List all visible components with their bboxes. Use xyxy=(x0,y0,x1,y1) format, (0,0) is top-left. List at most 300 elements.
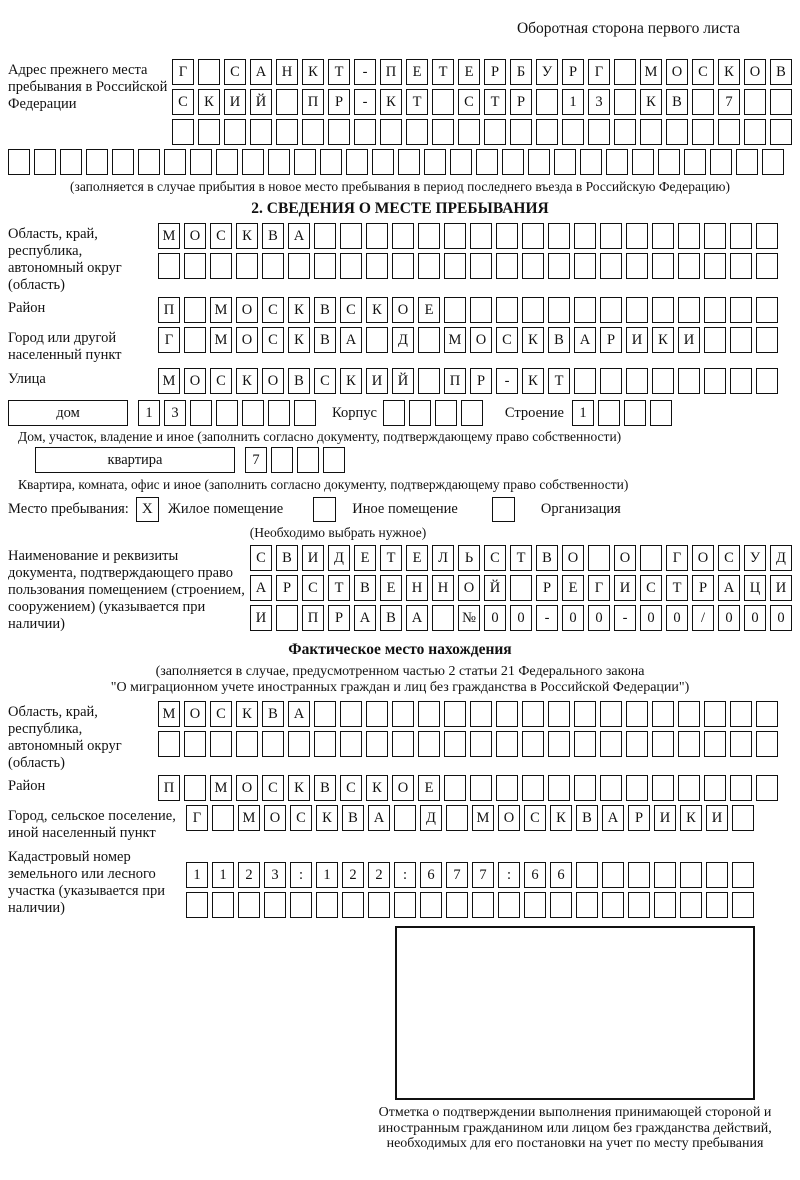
char-cell[interactable] xyxy=(626,253,648,279)
char-cell[interactable]: В xyxy=(314,297,336,323)
char-cell[interactable] xyxy=(60,149,82,175)
char-cell[interactable]: А xyxy=(340,327,362,353)
char-cell[interactable]: В xyxy=(380,605,402,631)
char-cell[interactable] xyxy=(432,89,454,115)
char-cell[interactable] xyxy=(678,223,700,249)
char-cell[interactable] xyxy=(264,892,286,918)
char-cell[interactable] xyxy=(418,223,440,249)
char-cell[interactable]: О xyxy=(184,368,206,394)
char-cell[interactable] xyxy=(470,297,492,323)
char-cell[interactable]: Р xyxy=(328,605,350,631)
char-cell[interactable] xyxy=(626,775,648,801)
char-cell[interactable]: М xyxy=(210,297,232,323)
char-cell[interactable]: 1 xyxy=(316,862,338,888)
char-cell[interactable] xyxy=(394,805,416,831)
char-cell[interactable] xyxy=(164,149,186,175)
char-cell[interactable]: М xyxy=(158,701,180,727)
char-cell[interactable] xyxy=(600,701,622,727)
char-cell[interactable]: Е xyxy=(418,297,440,323)
char-cell[interactable] xyxy=(444,731,466,757)
char-cell[interactable] xyxy=(536,89,558,115)
actual-city-row[interactable] xyxy=(186,805,754,831)
char-cell[interactable] xyxy=(398,149,420,175)
char-cell[interactable] xyxy=(562,119,584,145)
char-cell[interactable] xyxy=(522,731,544,757)
char-cell[interactable]: С xyxy=(496,327,518,353)
char-cell[interactable]: М xyxy=(238,805,260,831)
char-cell[interactable] xyxy=(652,253,674,279)
char-cell[interactable]: К xyxy=(236,368,258,394)
char-cell[interactable]: К xyxy=(550,805,572,831)
prev-address-row-2[interactable] xyxy=(172,89,792,115)
char-cell[interactable] xyxy=(392,223,414,249)
char-cell[interactable]: К xyxy=(680,805,702,831)
char-cell[interactable] xyxy=(470,775,492,801)
district-row[interactable] xyxy=(158,297,778,323)
char-cell[interactable]: М xyxy=(210,327,232,353)
char-cell[interactable] xyxy=(756,701,778,727)
char-cell[interactable] xyxy=(704,253,726,279)
char-cell[interactable] xyxy=(409,400,431,426)
char-cell[interactable]: С xyxy=(640,575,662,601)
char-cell[interactable]: Р xyxy=(470,368,492,394)
char-cell[interactable] xyxy=(654,862,676,888)
house-number-boxes[interactable] xyxy=(138,400,316,426)
city-row[interactable] xyxy=(158,327,778,353)
char-cell[interactable] xyxy=(184,253,206,279)
char-cell[interactable] xyxy=(658,149,680,175)
char-cell[interactable]: В xyxy=(288,368,310,394)
char-cell[interactable] xyxy=(314,223,336,249)
char-cell[interactable]: К xyxy=(652,327,674,353)
prev-address-row-4[interactable] xyxy=(8,149,792,175)
char-cell[interactable]: О xyxy=(392,775,414,801)
char-cell[interactable] xyxy=(496,297,518,323)
char-cell[interactable]: О xyxy=(184,701,206,727)
char-cell[interactable] xyxy=(212,892,234,918)
char-cell[interactable] xyxy=(444,701,466,727)
char-cell[interactable] xyxy=(472,892,494,918)
char-cell[interactable]: И xyxy=(678,327,700,353)
prev-address-row-1[interactable] xyxy=(172,59,792,85)
char-cell[interactable] xyxy=(588,119,610,145)
char-cell[interactable] xyxy=(216,149,238,175)
char-cell[interactable] xyxy=(268,400,290,426)
char-cell[interactable]: К xyxy=(522,368,544,394)
char-cell[interactable] xyxy=(548,253,570,279)
char-cell[interactable]: 1 xyxy=(138,400,160,426)
char-cell[interactable] xyxy=(692,89,714,115)
char-cell[interactable] xyxy=(380,119,402,145)
char-cell[interactable] xyxy=(184,327,206,353)
char-cell[interactable]: П xyxy=(158,297,180,323)
char-cell[interactable]: С xyxy=(172,89,194,115)
char-cell[interactable] xyxy=(600,223,622,249)
char-cell[interactable]: Д xyxy=(420,805,442,831)
char-cell[interactable]: О xyxy=(470,327,492,353)
char-cell[interactable] xyxy=(138,149,160,175)
char-cell[interactable]: М xyxy=(640,59,662,85)
char-cell[interactable]: 0 xyxy=(744,605,766,631)
char-cell[interactable]: Е xyxy=(562,575,584,601)
char-cell[interactable] xyxy=(652,223,674,249)
char-cell[interactable] xyxy=(484,119,506,145)
char-cell[interactable] xyxy=(650,400,672,426)
char-cell[interactable]: А xyxy=(250,575,272,601)
char-cell[interactable] xyxy=(302,119,324,145)
char-cell[interactable] xyxy=(288,253,310,279)
char-cell[interactable] xyxy=(190,400,212,426)
document-row-1[interactable] xyxy=(250,545,792,571)
char-cell[interactable] xyxy=(600,731,622,757)
char-cell[interactable]: М xyxy=(210,775,232,801)
char-cell[interactable]: А xyxy=(354,605,376,631)
char-cell[interactable] xyxy=(184,297,206,323)
char-cell[interactable]: Т xyxy=(380,545,402,571)
char-cell[interactable] xyxy=(626,701,648,727)
char-cell[interactable]: 0 xyxy=(510,605,532,631)
char-cell[interactable]: К xyxy=(236,223,258,249)
char-cell[interactable] xyxy=(496,701,518,727)
char-cell[interactable] xyxy=(323,447,345,473)
char-cell[interactable] xyxy=(458,119,480,145)
char-cell[interactable]: Р xyxy=(328,89,350,115)
char-cell[interactable]: В xyxy=(770,59,792,85)
char-cell[interactable] xyxy=(522,253,544,279)
char-cell[interactable]: С xyxy=(210,368,232,394)
char-cell[interactable]: - xyxy=(354,89,376,115)
char-cell[interactable] xyxy=(678,368,700,394)
char-cell[interactable]: Р xyxy=(484,59,506,85)
char-cell[interactable]: В xyxy=(276,545,298,571)
char-cell[interactable]: Д xyxy=(770,545,792,571)
char-cell[interactable]: 1 xyxy=(572,400,594,426)
char-cell[interactable]: И xyxy=(706,805,728,831)
char-cell[interactable] xyxy=(418,701,440,727)
char-cell[interactable] xyxy=(496,731,518,757)
char-cell[interactable]: И xyxy=(654,805,676,831)
char-cell[interactable]: 3 xyxy=(164,400,186,426)
char-cell[interactable] xyxy=(704,731,726,757)
char-cell[interactable] xyxy=(548,701,570,727)
stroenie-boxes[interactable] xyxy=(572,400,672,426)
char-cell[interactable]: В xyxy=(262,701,284,727)
char-cell[interactable] xyxy=(528,149,550,175)
char-cell[interactable] xyxy=(756,731,778,757)
char-cell[interactable] xyxy=(522,223,544,249)
char-cell[interactable] xyxy=(602,892,624,918)
char-cell[interactable]: Г xyxy=(588,59,610,85)
char-cell[interactable]: О xyxy=(236,775,258,801)
korpus-boxes[interactable] xyxy=(383,400,483,426)
char-cell[interactable] xyxy=(588,545,610,571)
region-row-2[interactable] xyxy=(158,253,778,279)
char-cell[interactable] xyxy=(496,253,518,279)
char-cell[interactable]: 1 xyxy=(186,862,208,888)
char-cell[interactable] xyxy=(510,575,532,601)
char-cell[interactable]: С xyxy=(290,805,312,831)
char-cell[interactable] xyxy=(762,149,784,175)
char-cell[interactable] xyxy=(366,731,388,757)
char-cell[interactable] xyxy=(756,368,778,394)
char-cell[interactable] xyxy=(536,119,558,145)
char-cell[interactable] xyxy=(640,119,662,145)
char-cell[interactable] xyxy=(730,775,752,801)
char-cell[interactable] xyxy=(744,119,766,145)
apartment-number-boxes[interactable] xyxy=(245,447,345,473)
char-cell[interactable] xyxy=(730,327,752,353)
char-cell[interactable]: 7 xyxy=(472,862,494,888)
char-cell[interactable]: К xyxy=(198,89,220,115)
char-cell[interactable] xyxy=(314,731,336,757)
char-cell[interactable] xyxy=(652,731,674,757)
char-cell[interactable]: К xyxy=(288,327,310,353)
char-cell[interactable] xyxy=(652,368,674,394)
char-cell[interactable]: В xyxy=(342,805,364,831)
char-cell[interactable]: А xyxy=(406,605,428,631)
char-cell[interactable] xyxy=(704,297,726,323)
char-cell[interactable] xyxy=(444,253,466,279)
residence-option-other-checkbox[interactable] xyxy=(313,497,336,522)
char-cell[interactable] xyxy=(678,775,700,801)
char-cell[interactable] xyxy=(276,119,298,145)
char-cell[interactable]: А xyxy=(288,223,310,249)
char-cell[interactable]: О xyxy=(614,545,636,571)
char-cell[interactable] xyxy=(420,892,442,918)
char-cell[interactable]: С xyxy=(210,223,232,249)
char-cell[interactable]: 0 xyxy=(718,605,740,631)
char-cell[interactable] xyxy=(394,892,416,918)
char-cell[interactable] xyxy=(614,89,636,115)
char-cell[interactable] xyxy=(678,253,700,279)
char-cell[interactable]: В xyxy=(314,327,336,353)
char-cell[interactable] xyxy=(158,731,180,757)
char-cell[interactable]: 7 xyxy=(245,447,267,473)
char-cell[interactable]: И xyxy=(250,605,272,631)
char-cell[interactable]: К xyxy=(640,89,662,115)
char-cell[interactable] xyxy=(628,862,650,888)
char-cell[interactable] xyxy=(276,89,298,115)
char-cell[interactable] xyxy=(736,149,758,175)
char-cell[interactable]: Й xyxy=(250,89,272,115)
char-cell[interactable] xyxy=(316,892,338,918)
char-cell[interactable] xyxy=(498,892,520,918)
char-cell[interactable]: С xyxy=(340,297,362,323)
char-cell[interactable] xyxy=(446,805,468,831)
char-cell[interactable]: : xyxy=(498,862,520,888)
char-cell[interactable]: К xyxy=(366,775,388,801)
char-cell[interactable] xyxy=(262,253,284,279)
char-cell[interactable] xyxy=(444,223,466,249)
char-cell[interactable] xyxy=(730,701,752,727)
char-cell[interactable]: О xyxy=(262,368,284,394)
char-cell[interactable] xyxy=(548,297,570,323)
char-cell[interactable] xyxy=(190,149,212,175)
char-cell[interactable] xyxy=(172,119,194,145)
char-cell[interactable]: Г xyxy=(158,327,180,353)
char-cell[interactable]: - xyxy=(354,59,376,85)
char-cell[interactable] xyxy=(632,149,654,175)
char-cell[interactable] xyxy=(624,400,646,426)
char-cell[interactable] xyxy=(730,253,752,279)
char-cell[interactable]: 1 xyxy=(562,89,584,115)
char-cell[interactable] xyxy=(704,368,726,394)
char-cell[interactable] xyxy=(626,223,648,249)
char-cell[interactable] xyxy=(574,775,596,801)
char-cell[interactable]: С xyxy=(524,805,546,831)
char-cell[interactable] xyxy=(574,701,596,727)
char-cell[interactable]: А xyxy=(602,805,624,831)
char-cell[interactable] xyxy=(666,119,688,145)
char-cell[interactable]: М xyxy=(158,223,180,249)
char-cell[interactable]: С xyxy=(314,368,336,394)
char-cell[interactable]: С xyxy=(692,59,714,85)
char-cell[interactable] xyxy=(372,149,394,175)
region-row-1[interactable] xyxy=(158,223,778,249)
char-cell[interactable]: П xyxy=(158,775,180,801)
char-cell[interactable] xyxy=(732,805,754,831)
char-cell[interactable] xyxy=(554,149,576,175)
char-cell[interactable] xyxy=(626,731,648,757)
char-cell[interactable]: В xyxy=(666,89,688,115)
char-cell[interactable]: К xyxy=(366,297,388,323)
char-cell[interactable]: 0 xyxy=(484,605,506,631)
char-cell[interactable]: О xyxy=(666,59,688,85)
char-cell[interactable]: С xyxy=(262,775,284,801)
char-cell[interactable] xyxy=(444,297,466,323)
char-cell[interactable]: Ь xyxy=(458,545,480,571)
char-cell[interactable] xyxy=(158,253,180,279)
char-cell[interactable]: 3 xyxy=(588,89,610,115)
char-cell[interactable] xyxy=(470,701,492,727)
char-cell[interactable] xyxy=(435,400,457,426)
char-cell[interactable]: Г xyxy=(666,545,688,571)
actual-region-row-2[interactable] xyxy=(158,731,778,757)
char-cell[interactable] xyxy=(744,89,766,115)
char-cell[interactable]: С xyxy=(340,775,362,801)
char-cell[interactable] xyxy=(606,149,628,175)
char-cell[interactable]: 0 xyxy=(588,605,610,631)
char-cell[interactable]: Д xyxy=(328,545,350,571)
char-cell[interactable] xyxy=(522,775,544,801)
char-cell[interactable]: Т xyxy=(328,59,350,85)
char-cell[interactable] xyxy=(470,731,492,757)
char-cell[interactable]: Б xyxy=(510,59,532,85)
char-cell[interactable] xyxy=(756,775,778,801)
cadastral-row-2[interactable] xyxy=(186,892,754,918)
char-cell[interactable]: Л xyxy=(432,545,454,571)
street-row[interactable] xyxy=(158,368,778,394)
char-cell[interactable] xyxy=(574,731,596,757)
char-cell[interactable] xyxy=(238,892,260,918)
char-cell[interactable] xyxy=(628,892,650,918)
cadastral-row-1[interactable] xyxy=(186,862,754,888)
char-cell[interactable] xyxy=(706,892,728,918)
char-cell[interactable]: Т xyxy=(548,368,570,394)
char-cell[interactable] xyxy=(626,368,648,394)
char-cell[interactable] xyxy=(346,149,368,175)
document-row-3[interactable] xyxy=(250,605,792,631)
char-cell[interactable] xyxy=(297,447,319,473)
char-cell[interactable]: Г xyxy=(172,59,194,85)
char-cell[interactable]: О xyxy=(184,223,206,249)
char-cell[interactable]: О xyxy=(392,297,414,323)
residence-option-housing-checkbox[interactable]: X xyxy=(136,497,159,522)
char-cell[interactable] xyxy=(210,253,232,279)
char-cell[interactable] xyxy=(502,149,524,175)
char-cell[interactable]: А xyxy=(574,327,596,353)
char-cell[interactable] xyxy=(86,149,108,175)
char-cell[interactable] xyxy=(574,223,596,249)
char-cell[interactable]: К xyxy=(522,327,544,353)
char-cell[interactable]: К xyxy=(380,89,402,115)
char-cell[interactable]: 2 xyxy=(368,862,390,888)
char-cell[interactable]: Д xyxy=(392,327,414,353)
char-cell[interactable]: : xyxy=(290,862,312,888)
char-cell[interactable] xyxy=(444,775,466,801)
char-cell[interactable] xyxy=(706,862,728,888)
char-cell[interactable] xyxy=(392,731,414,757)
char-cell[interactable] xyxy=(652,775,674,801)
char-cell[interactable]: 6 xyxy=(524,862,546,888)
char-cell[interactable] xyxy=(756,297,778,323)
char-cell[interactable]: Р xyxy=(562,59,584,85)
char-cell[interactable] xyxy=(328,119,350,145)
char-cell[interactable] xyxy=(288,731,310,757)
char-cell[interactable]: К xyxy=(718,59,740,85)
char-cell[interactable] xyxy=(461,400,483,426)
char-cell[interactable] xyxy=(704,701,726,727)
char-cell[interactable]: П xyxy=(302,89,324,115)
char-cell[interactable] xyxy=(770,119,792,145)
char-cell[interactable]: Е xyxy=(406,545,428,571)
char-cell[interactable] xyxy=(522,297,544,323)
char-cell[interactable] xyxy=(314,253,336,279)
char-cell[interactable] xyxy=(446,892,468,918)
char-cell[interactable]: С xyxy=(484,545,506,571)
char-cell[interactable] xyxy=(574,368,596,394)
char-cell[interactable]: Р xyxy=(510,89,532,115)
char-cell[interactable] xyxy=(732,862,754,888)
char-cell[interactable] xyxy=(600,297,622,323)
char-cell[interactable] xyxy=(340,253,362,279)
char-cell[interactable] xyxy=(678,701,700,727)
char-cell[interactable]: 6 xyxy=(420,862,442,888)
char-cell[interactable] xyxy=(652,701,674,727)
char-cell[interactable]: Р xyxy=(600,327,622,353)
char-cell[interactable]: А xyxy=(288,701,310,727)
char-cell[interactable]: И xyxy=(224,89,246,115)
char-cell[interactable]: С xyxy=(224,59,246,85)
char-cell[interactable] xyxy=(242,149,264,175)
char-cell[interactable]: Е xyxy=(418,775,440,801)
char-cell[interactable]: О xyxy=(236,327,258,353)
char-cell[interactable]: И xyxy=(366,368,388,394)
char-cell[interactable]: Т xyxy=(432,59,454,85)
char-cell[interactable] xyxy=(236,731,258,757)
char-cell[interactable] xyxy=(294,400,316,426)
char-cell[interactable] xyxy=(678,297,700,323)
char-cell[interactable] xyxy=(262,731,284,757)
char-cell[interactable]: Р xyxy=(628,805,650,831)
char-cell[interactable]: 3 xyxy=(264,862,286,888)
char-cell[interactable] xyxy=(704,775,726,801)
char-cell[interactable]: К xyxy=(340,368,362,394)
char-cell[interactable] xyxy=(548,223,570,249)
char-cell[interactable] xyxy=(756,223,778,249)
char-cell[interactable] xyxy=(242,400,264,426)
char-cell[interactable]: О xyxy=(458,575,480,601)
